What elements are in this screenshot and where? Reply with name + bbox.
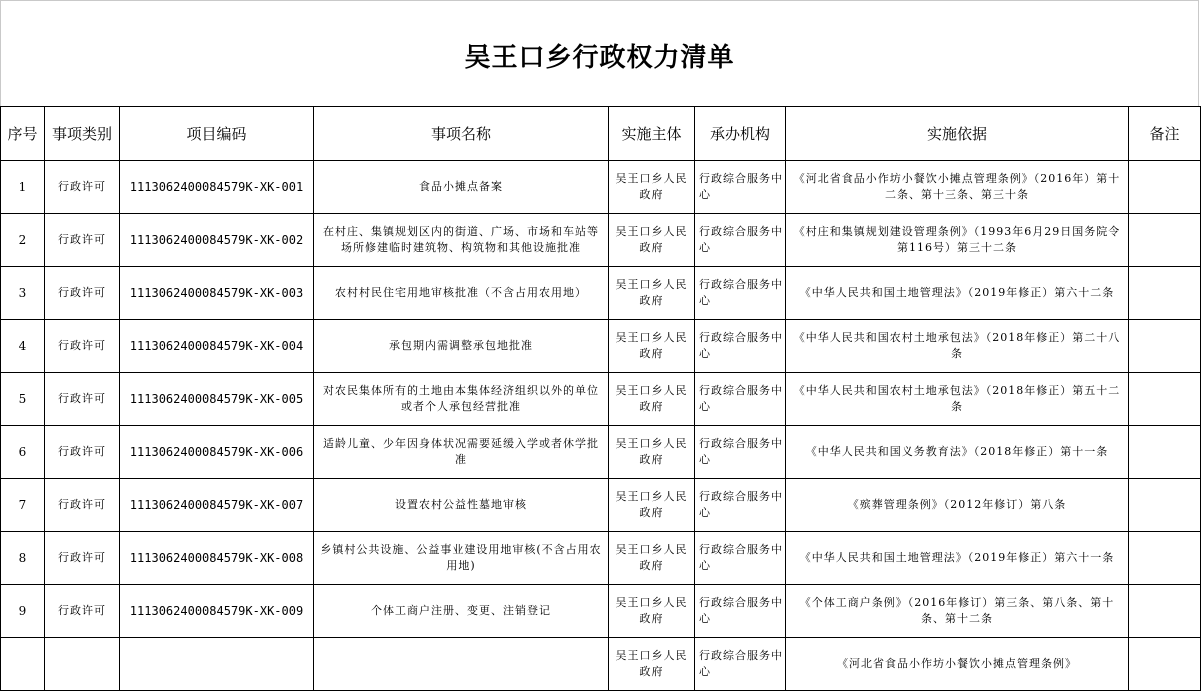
- cell-no: 4: [1, 320, 45, 373]
- cell-org: 行政综合服务中心: [695, 267, 786, 320]
- cell-subject: 吴王口乡人民政府: [609, 161, 695, 214]
- cell-no: 2: [1, 214, 45, 267]
- cell-org: 行政综合服务中心: [695, 585, 786, 638]
- header-row: [1, 107, 1201, 161]
- cell-note: [1129, 638, 1201, 691]
- cell-no: 1: [1, 161, 45, 214]
- cell-category: [45, 638, 120, 691]
- cell-subject: 吴王口乡人民政府: [609, 585, 695, 638]
- table-row: [1, 267, 1201, 320]
- title-row: [0, 0, 1199, 106]
- header-category: 事项类别: [45, 107, 120, 161]
- cell-no: 8: [1, 532, 45, 585]
- cell-code: 1113062400084579K-XK-007: [120, 479, 314, 532]
- cell-basis: 《中华人民共和国土地管理法》（2019年修正）第六十二条: [786, 267, 1129, 320]
- cell-org: 行政综合服务中心: [695, 373, 786, 426]
- cell-category: 行政许可: [45, 479, 120, 532]
- cell-org: 行政综合服务中心: [695, 532, 786, 585]
- cell-basis: 《中华人民共和国义务教育法》（2018年修正）第十一条: [786, 426, 1129, 479]
- cell-category: 行政许可: [45, 585, 120, 638]
- cell-code: 1113062400084579K-XK-009: [120, 585, 314, 638]
- cell-no: 9: [1, 585, 45, 638]
- table-row: [1, 638, 1201, 691]
- cell-code: [120, 638, 314, 691]
- cell-subject: 吴王口乡人民政府: [609, 320, 695, 373]
- cell-name: 农村村民住宅用地审核批准（不含占用农用地）: [314, 267, 609, 320]
- cell-subject: 吴王口乡人民政府: [609, 638, 695, 691]
- cell-subject: 吴王口乡人民政府: [609, 373, 695, 426]
- table-row: [1, 320, 1201, 373]
- header-no: 序号: [1, 107, 45, 161]
- cell-basis: 《河北省食品小作坊小餐饮小摊点管理条例》: [786, 638, 1129, 691]
- cell-name: 食品小摊点备案: [314, 161, 609, 214]
- cell-note: [1129, 426, 1201, 479]
- table-row: [1, 161, 1201, 214]
- cell-name: 承包期内需调整承包地批准: [314, 320, 609, 373]
- cell-basis: 《河北省食品小作坊小餐饮小摊点管理条例》（2016年）第十二条、第十三条、第三十条: [786, 161, 1129, 214]
- table-row: [1, 426, 1201, 479]
- cell-category: 行政许可: [45, 267, 120, 320]
- cell-subject: 吴王口乡人民政府: [609, 532, 695, 585]
- cell-no: 5: [1, 373, 45, 426]
- cell-category: 行政许可: [45, 320, 120, 373]
- header-code: 项目编码: [120, 107, 314, 161]
- cell-subject: 吴王口乡人民政府: [609, 426, 695, 479]
- cell-org: 行政综合服务中心: [695, 426, 786, 479]
- power-list-table: [0, 106, 1201, 691]
- cell-note: [1129, 479, 1201, 532]
- cell-name: 在村庄、集镇规划区内的街道、广场、市场和车站等场所修建临时建筑物、构筑物和其他设施批准: [314, 214, 609, 267]
- table-row: [1, 373, 1201, 426]
- cell-category: 行政许可: [45, 373, 120, 426]
- cell-basis: 《中华人民共和国农村土地承包法》（2018年修正）第五十二条: [786, 373, 1129, 426]
- cell-subject: 吴王口乡人民政府: [609, 267, 695, 320]
- cell-basis: 《中华人民共和国农村土地承包法》（2018年修正）第二十八条: [786, 320, 1129, 373]
- cell-org: 行政综合服务中心: [695, 320, 786, 373]
- cell-note: [1129, 214, 1201, 267]
- cell-org: 行政综合服务中心: [695, 214, 786, 267]
- cell-no: 7: [1, 479, 45, 532]
- cell-category: 行政许可: [45, 532, 120, 585]
- cell-subject: 吴王口乡人民政府: [609, 214, 695, 267]
- cell-code: 1113062400084579K-XK-003: [120, 267, 314, 320]
- cell-subject: 吴王口乡人民政府: [609, 479, 695, 532]
- cell-name: 乡镇村公共设施、公益事业建设用地审核(不含占用农用地): [314, 532, 609, 585]
- cell-name: [314, 638, 609, 691]
- cell-code: 1113062400084579K-XK-001: [120, 161, 314, 214]
- cell-code: 1113062400084579K-XK-004: [120, 320, 314, 373]
- cell-note: [1129, 161, 1201, 214]
- cell-code: 1113062400084579K-XK-002: [120, 214, 314, 267]
- cell-category: 行政许可: [45, 214, 120, 267]
- cell-basis: 《个体工商户条例》（2016年修订）第三条、第八条、第十条、第十二条: [786, 585, 1129, 638]
- table-row: [1, 479, 1201, 532]
- cell-name: 个体工商户注册、变更、注销登记: [314, 585, 609, 638]
- cell-basis: 《殡葬管理条例》（2012年修订）第八条: [786, 479, 1129, 532]
- cell-note: [1129, 532, 1201, 585]
- cell-org: 行政综合服务中心: [695, 479, 786, 532]
- header-name: 事项名称: [314, 107, 609, 161]
- header-basis: 实施依据: [786, 107, 1129, 161]
- cell-category: 行政许可: [45, 161, 120, 214]
- cell-note: [1129, 373, 1201, 426]
- cell-no: [1, 638, 45, 691]
- cell-org: 行政综合服务中心: [695, 161, 786, 214]
- header-note: 备注: [1129, 107, 1201, 161]
- cell-name: 适龄儿童、少年因身体状况需要延缓入学或者休学批准: [314, 426, 609, 479]
- table-row: [1, 532, 1201, 585]
- table-row: [1, 585, 1201, 638]
- cell-code: 1113062400084579K-XK-008: [120, 532, 314, 585]
- cell-basis: 《中华人民共和国土地管理法》（2019年修正）第六十一条: [786, 532, 1129, 585]
- cell-name: 设置农村公益性墓地审核: [314, 479, 609, 532]
- cell-note: [1129, 267, 1201, 320]
- table-row: [1, 214, 1201, 267]
- header-subject: 实施主体: [609, 107, 695, 161]
- cell-note: [1129, 320, 1201, 373]
- cell-code: 1113062400084579K-XK-005: [120, 373, 314, 426]
- header-org: 承办机构: [695, 107, 786, 161]
- cell-category: 行政许可: [45, 426, 120, 479]
- cell-note: [1129, 585, 1201, 638]
- cell-code: 1113062400084579K-XK-006: [120, 426, 314, 479]
- page-title: 吴王口乡行政权力清单: [464, 43, 735, 73]
- cell-name: 对农民集体所有的土地由本集体经济组织以外的单位或者个人承包经营批准: [314, 373, 609, 426]
- cell-no: 3: [1, 267, 45, 320]
- cell-org: 行政综合服务中心: [695, 638, 786, 691]
- cell-basis: 《村庄和集镇规划建设管理条例》（1993年6月29日国务院令第116号）第三十二条: [786, 214, 1129, 267]
- cell-no: 6: [1, 426, 45, 479]
